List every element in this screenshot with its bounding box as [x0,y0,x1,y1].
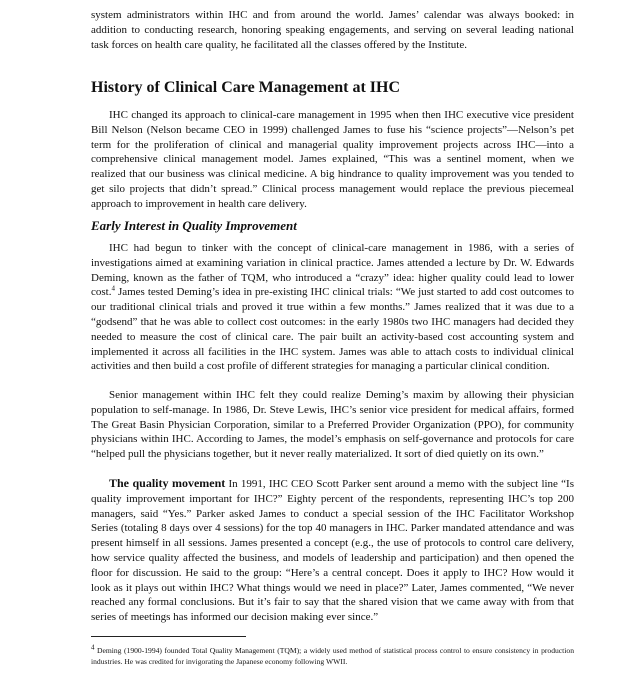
footnote-divider [91,636,246,637]
quality-movement-text: In 1991, IHC CEO Scott Parker sent around a memo with the subject line “Is quality improvement important for IHC?” Eighty percent of the respondents, representing IHC’s top 200 managers, said “Yes.” Parker asked James to conduct a special session of the IHC Facilitator Workshop Series (totaling 8 days over 4 sessions) for the top 40 managers in IHC. Parker mandated attendance and was present himself in all sessions. James presented a concept (e.g., the use of protocols to control care delivery, how service quality affected the business, and models of leadership and participation) and then opened the floor for discussion. He said to the group: “Here’s a central concept. Does it apply to IHC? How would it look as it plays out within IHC? What things would we need in place?” Later, James commented, “We never reached any formal conclusions. But it’s fair to say that the shared vision that we came away with from that series of meetings has informed our decision making ever since.” [91,478,574,624]
footnote-number: 4 [91,643,95,652]
early-paragraph-text-start: IHC had begun to tinker with the concept of clinical-care management in 1986, with a series of investigations aimed at examining variation in clinical practice. James attended a lecture by Dr. W. Edwards Deming, known as the father of TQM, who introduced a “crazy” idea: higher quality could lead to lower cost. [91,242,574,299]
run-in-heading: The quality movement [109,476,226,490]
early-interest-paragraph [91,241,574,374]
footnote-text: Deming (1900-1994) founded Total Quality Management (TQM); a widely used method of statistical process control to ensure consistency in production industries. He was credited for invigorating the Japanese economy following WWII. [91,646,574,666]
history-paragraph: IHC changed its approach to clinical-care management in 1995 when then IHC executive vice president Bill Nelson (Nelson became CEO in 1999) challenged James to fuse his “science projects”—Nelson’s pet term for the proliferation of clinical and managerial quality improvement projects across IHC—into a comprehensive clinical management model. James explained, “This was a sentinel moment, when we realized that our business was clinical medicine. A big hindrance to quality improvement was you tended to get silo projects that didn’t spread.” Clinical process management would replace the previous piecemeal approach to improvement in health care delivery. [91,109,574,210]
footnote-reference[interactable]: 4 [111,284,115,293]
quality-movement-paragraph [91,476,574,625]
footnote [91,643,574,667]
section-title: History of Clinical Care Management at IHC [91,79,400,96]
intro-paragraph: system administrators within IHC and from around the world. James’ calendar was always booked: in addition to conducting research, honoring speaking engagements, and serving on several leading national task forces on health care quality, he facilitated all the classes offered by the Institute. [91,9,574,51]
subsection-title: Early Interest in Quality Improvement [91,218,297,233]
early-paragraph-text-end: James tested Deming’s idea in pre-existing IHC clinical trials: “We just started to add cost outcomes to our traditional clinical trials and proved it true within a few months.” James realized that it was due to a “godsend” that he was able to collect cost outcomes: in the early 1980s two IHC managers had decided they needed to measure the cost of clinical care. The pair built an activity-based cost accounting system and implemented it across all facilities in the IHC system. James was able to attach costs to individual clinical activities and then build a cost profile of different strategies for managing a particular clinical condition. [91,286,574,373]
senior-management-paragraph: Senior management within IHC felt they could realize Deming’s maxim by allowing their physician population to self-manage. In 1986, Dr. Steve Lewis, IHC’s senior vice president for medical affairs, formed The Great Basin Physician Corporation, similar to a Preferred Provider Organization (PPO), for community physicians within IHC. According to James, the model’s emphasis on self-governance and protocols for care “helped pull the physicians together, but it never really materialized. It sort of died quietly on its own.” [91,389,574,461]
